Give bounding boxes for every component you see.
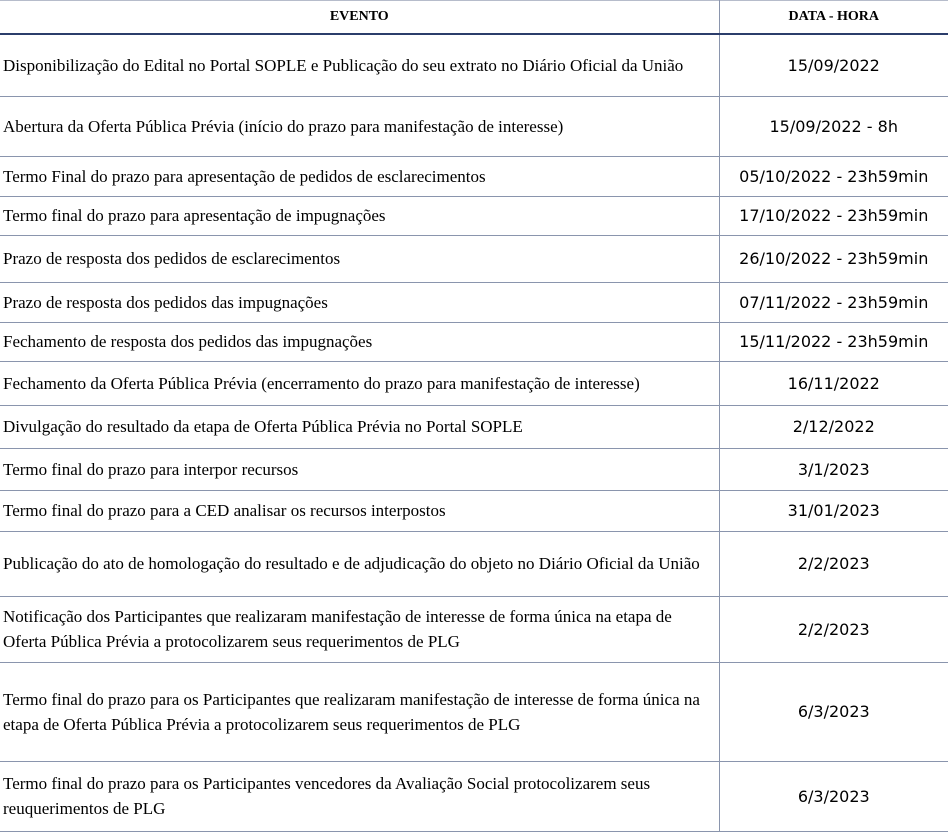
event-cell: Fechamento de resposta dos pedidos das impugnações — [0, 322, 719, 361]
date-cell: 2/2/2023 — [719, 531, 948, 596]
event-cell: Publicação do ato de homologação do resultado e de adjudicação do objeto no Diário Oficial da União — [0, 531, 719, 596]
table-row — [0, 196, 948, 235]
header-row — [0, 1, 948, 35]
event-cell: Prazo de resposta dos pedidos das impugnações — [0, 282, 719, 322]
date-cell: 26/10/2022 - 23h59min — [719, 235, 948, 282]
table-row — [0, 361, 948, 405]
table-header — [0, 1, 948, 35]
table-row — [0, 596, 948, 662]
event-cell: Termo final do prazo para interpor recursos — [0, 448, 719, 490]
date-cell: 2/2/2023 — [719, 596, 948, 662]
date-cell: 15/09/2022 - 8h — [719, 96, 948, 156]
event-cell: Abertura da Oferta Pública Prévia (início do prazo para manifestação de interesse) — [0, 96, 719, 156]
table-row — [0, 322, 948, 361]
table-body — [0, 34, 948, 831]
table-row — [0, 282, 948, 322]
table-row — [0, 96, 948, 156]
table-row — [0, 448, 948, 490]
event-cell: Disponibilização do Edital no Portal SOPLE e Publicação do seu extrato no Diário Oficial da União — [0, 34, 719, 96]
date-cell: 3/1/2023 — [719, 448, 948, 490]
date-cell: 15/11/2022 - 23h59min — [719, 322, 948, 361]
event-cell: Fechamento da Oferta Pública Prévia (encerramento do prazo para manifestação de interesse) — [0, 361, 719, 405]
table-row — [0, 531, 948, 596]
header-event: EVENTO — [0, 1, 719, 35]
date-cell: 6/3/2023 — [719, 761, 948, 831]
header-date-time: DATA - HORA — [719, 1, 948, 35]
event-cell: Termo final do prazo para os Participantes que realizaram manifestação de interesse de forma única na etapa de Oferta Pública Prévia a protocolizarem seus requerimentos de PLG — [0, 662, 719, 761]
event-cell: Notificação dos Participantes que realizaram manifestação de interesse de forma única na etapa de Oferta Pública Prévia a protocolizarem seus requerimentos de PLG — [0, 596, 719, 662]
date-cell: 2/12/2022 — [719, 405, 948, 448]
date-cell: 17/10/2022 - 23h59min — [719, 196, 948, 235]
event-cell: Divulgação do resultado da etapa de Oferta Pública Prévia no Portal SOPLE — [0, 405, 719, 448]
table-row — [0, 235, 948, 282]
table-row — [0, 405, 948, 448]
table-row — [0, 662, 948, 761]
event-cell: Prazo de resposta dos pedidos de esclarecimentos — [0, 235, 719, 282]
date-cell: 07/11/2022 - 23h59min — [719, 282, 948, 322]
event-cell: Termo final do prazo para os Participantes vencedores da Avaliação Social protocolizarem seus reuquerimentos de PLG — [0, 761, 719, 831]
event-cell: Termo final do prazo para a CED analisar os recursos interpostos — [0, 490, 719, 531]
event-cell: Termo Final do prazo para apresentação de pedidos de esclarecimentos — [0, 156, 719, 196]
table-row — [0, 156, 948, 196]
event-cell: Termo final do prazo para apresentação de impugnações — [0, 196, 719, 235]
table-row — [0, 34, 948, 96]
date-cell: 6/3/2023 — [719, 662, 948, 761]
date-cell: 05/10/2022 - 23h59min — [719, 156, 948, 196]
date-cell: 31/01/2023 — [719, 490, 948, 531]
date-cell: 16/11/2022 — [719, 361, 948, 405]
table-row — [0, 490, 948, 531]
date-cell: 15/09/2022 — [719, 34, 948, 96]
table-row — [0, 761, 948, 831]
